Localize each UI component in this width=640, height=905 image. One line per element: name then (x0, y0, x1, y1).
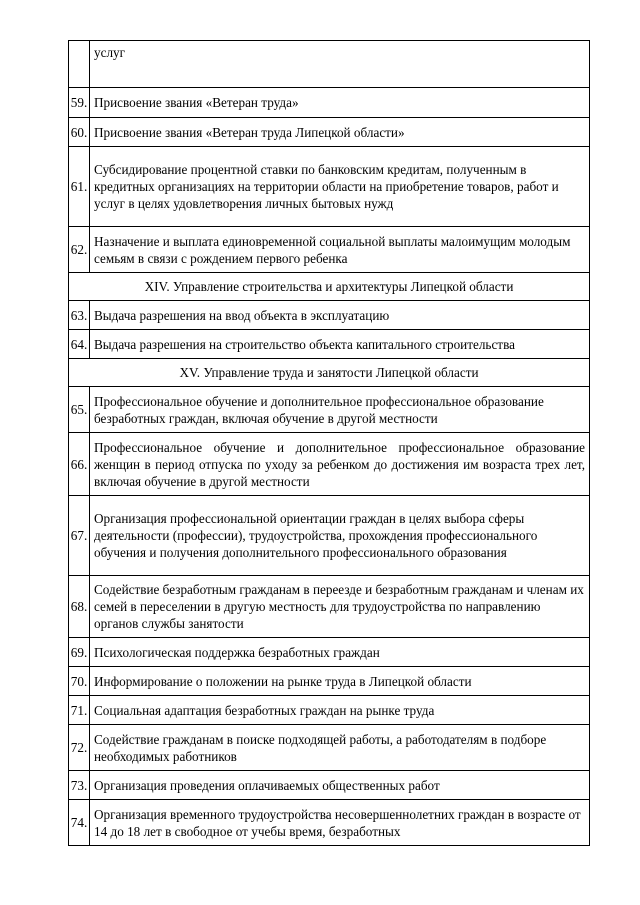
row-text: Организация проведения оплачиваемых общественных работ (90, 771, 590, 800)
row-text: Назначение и выплата единовременной социальной выплаты малоимущим молодым семьям в связи с рождением первого ребенка (90, 227, 590, 273)
row-text: Социальная адаптация безработных граждан на рынке труда (90, 696, 590, 725)
document-page (68, 40, 590, 846)
table-row (69, 227, 590, 273)
section-heading: XIV. Управление строительства и архитектуры Липецкой области (69, 273, 590, 301)
row-text: Профессиональное обучение и дополнительное профессиональное образование безработных граждан, включая обучение в другой местности (90, 387, 590, 433)
row-number: 71. (69, 696, 90, 725)
row-number: 74. (69, 800, 90, 846)
table-row (69, 576, 590, 638)
table-row (69, 496, 590, 576)
row-number: 68. (69, 576, 90, 638)
row-number: 72. (69, 725, 90, 771)
row-text: Субсидирование процентной ставки по банковским кредитам, полученным в кредитных организациях на территории области на приобретение товаров, работ и услуг в целях удовлетворения личных бытовых нужд (90, 147, 590, 227)
table-row (69, 41, 590, 88)
table-row (69, 800, 590, 846)
row-number: 70. (69, 667, 90, 696)
row-text: Содействие гражданам в поиске подходящей работы, а работодателям в подборе необходимых работников (90, 725, 590, 771)
row-text: Организация профессиональной ориентации граждан в целях выбора сферы деятельности (профессии), трудоустройства, прохождения профессионального обучения и получения дополнительного профессионального образования (90, 496, 590, 576)
row-number: 65. (69, 387, 90, 433)
table-row (69, 433, 590, 496)
row-text: Содействие безработным гражданам в переезде и безработным гражданам и членам их семей в переселении в другую местность для трудоустройства по направлению органов службы занятости (90, 576, 590, 638)
table-row (69, 88, 590, 118)
row-number: 69. (69, 638, 90, 667)
row-number (69, 41, 90, 88)
row-text: Организация временного трудоустройства несовершеннолетних граждан в возрасте от 14 до 18 лет в свободное от учебы время, безработных (90, 800, 590, 846)
section-row (69, 359, 590, 387)
row-number: 60. (69, 118, 90, 147)
row-number: 62. (69, 227, 90, 273)
row-text: Выдача разрешения на строительство объекта капитального строительства (90, 330, 590, 359)
row-text: Информирование о положении на рынке труда в Липецкой области (90, 667, 590, 696)
services-table (68, 40, 590, 846)
table-row (69, 387, 590, 433)
table-row (69, 771, 590, 800)
table-row (69, 696, 590, 725)
row-number: 64. (69, 330, 90, 359)
table-row (69, 638, 590, 667)
row-number: 59. (69, 88, 90, 118)
row-number: 66. (69, 433, 90, 496)
row-number: 67. (69, 496, 90, 576)
table-row (69, 118, 590, 147)
row-number: 61. (69, 147, 90, 227)
table-row (69, 330, 590, 359)
row-number: 73. (69, 771, 90, 800)
row-number: 63. (69, 301, 90, 330)
row-text: Психологическая поддержка безработных граждан (90, 638, 590, 667)
section-row (69, 273, 590, 301)
row-text: Присвоение звания «Ветеран труда Липецкой области» (90, 118, 590, 147)
row-text: Выдача разрешения на ввод объекта в эксплуатацию (90, 301, 590, 330)
row-text: услуг (90, 41, 590, 88)
table-row (69, 667, 590, 696)
row-text: Профессиональное обучение и дополнительное профессиональное образование женщин в период отпуска по уходу за ребенком до достижения им возраста трех лет, включая обучение в другой местности (90, 433, 590, 496)
table-row (69, 301, 590, 330)
table-row (69, 147, 590, 227)
row-text: Присвоение звания «Ветеран труда» (90, 88, 590, 118)
section-heading: XV. Управление труда и занятости Липецкой области (69, 359, 590, 387)
table-row (69, 725, 590, 771)
